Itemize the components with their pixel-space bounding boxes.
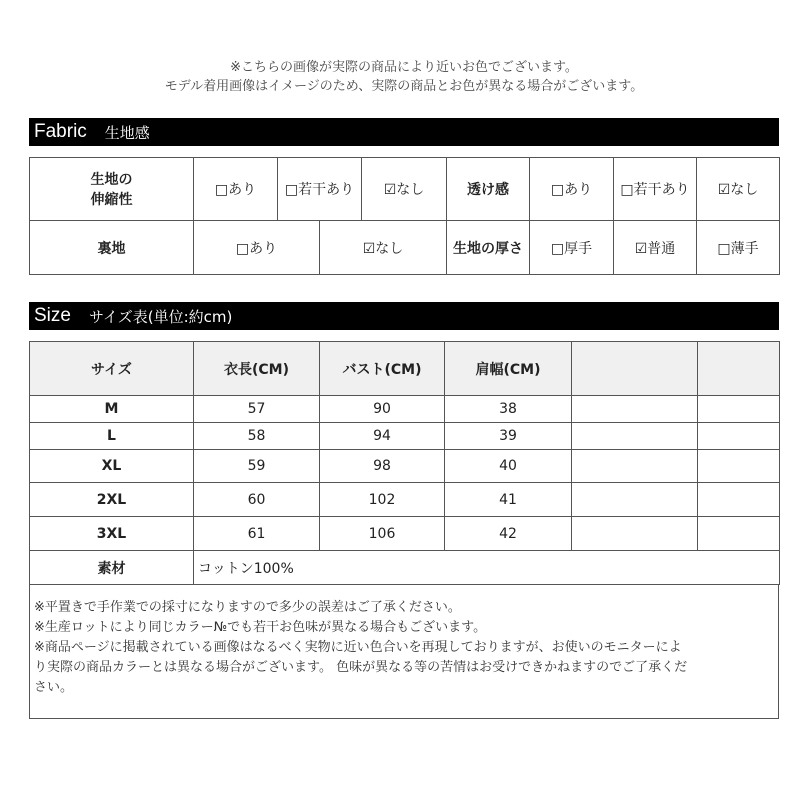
bust-cell: 90 [320, 396, 445, 423]
fabric-header-bar [29, 118, 779, 146]
empty-cell [572, 483, 698, 517]
length-cell: 58 [194, 423, 320, 450]
length-cell: 61 [194, 517, 320, 551]
table-row [30, 517, 780, 551]
stretch-opt-none: ☑なし [362, 158, 447, 221]
bust-cell: 98 [320, 450, 445, 483]
length-cell: 59 [194, 450, 320, 483]
notice-line-2: モデル着用画像はイメージのため、実際の商品とお色が異なる場合がございます。 [164, 79, 644, 94]
size-cell: M [30, 396, 194, 423]
size-cell: XL [30, 450, 194, 483]
length-cell: 60 [194, 483, 320, 517]
table-row [30, 423, 780, 450]
length-cell: 57 [194, 396, 320, 423]
lining-label: 裏地 [30, 221, 194, 275]
lining-opt-yes: □あり [194, 221, 320, 275]
shoulder-cell: 40 [445, 450, 572, 483]
shoulder-cell: 41 [445, 483, 572, 517]
lining-opt-none: ☑なし [320, 221, 447, 275]
empty-cell [698, 423, 780, 450]
note-line: さい。 [34, 680, 74, 695]
size-header-cell [698, 342, 780, 396]
size-header-cell: 肩幅(CM) [445, 342, 572, 396]
empty-cell [698, 517, 780, 551]
size-cell: 3XL [30, 517, 194, 551]
size-header-bar [29, 302, 779, 330]
material-row [30, 551, 780, 585]
table-row [30, 396, 780, 423]
size-header-cell [572, 342, 698, 396]
fabric-table [29, 157, 780, 275]
stretch-label: 生地の 伸縮性 [30, 158, 194, 221]
empty-cell [572, 450, 698, 483]
sheer-opt-none: ☑なし [697, 158, 780, 221]
empty-cell [698, 483, 780, 517]
bust-cell: 94 [320, 423, 445, 450]
shoulder-cell: 42 [445, 517, 572, 551]
note-line: り実際の商品カラーとは異なる場合がございます。 色味が異なる等の苦情はお受けできかねますのでご了承くだ [34, 660, 688, 675]
empty-cell [698, 450, 780, 483]
size-header-jp: サイズ表(単位:約cm) [88, 307, 233, 326]
fabric-header-en: Fabric [34, 121, 87, 142]
thickness-opt-thick: □厚手 [530, 221, 614, 275]
size-cell: 2XL [30, 483, 194, 517]
fabric-header-jp: 生地感 [104, 123, 150, 142]
thickness-opt-thin: □薄手 [697, 221, 780, 275]
notice [0, 58, 808, 96]
size-table [29, 341, 780, 585]
stretch-opt-slight: □若干あり [278, 158, 362, 221]
empty-cell [572, 396, 698, 423]
size-header-cell: 衣長(CM) [194, 342, 320, 396]
note-line: ※平置きで手作業での採寸になりますので多少の誤差はご了承ください。 [34, 600, 461, 615]
material-label: 素材 [30, 551, 194, 585]
thickness-opt-normal: ☑普通 [614, 221, 697, 275]
shoulder-cell: 38 [445, 396, 572, 423]
sheer-opt-slight: □若干あり [614, 158, 697, 221]
size-header-cell: バスト(CM) [320, 342, 445, 396]
sheer-label: 透け感 [447, 158, 530, 221]
size-cell: L [30, 423, 194, 450]
material-value: コットン100% [194, 551, 780, 585]
table-row [30, 483, 780, 517]
size-header-cell: サイズ [30, 342, 194, 396]
empty-cell [572, 517, 698, 551]
empty-cell [572, 423, 698, 450]
bust-cell: 106 [320, 517, 445, 551]
sheer-opt-yes: □あり [530, 158, 614, 221]
table-row [30, 450, 780, 483]
shoulder-cell: 39 [445, 423, 572, 450]
note-line: ※商品ページに掲載されている画像はなるべく実物に近い色合いを再現しておりますが、お使いのモニターによ [34, 640, 682, 655]
bust-cell: 102 [320, 483, 445, 517]
notice-line-1: ※こちらの画像が実際の商品により近いお色でございます。 [230, 60, 578, 75]
size-header-en: Size [34, 305, 71, 326]
empty-cell [698, 396, 780, 423]
thickness-label: 生地の厚さ [447, 221, 530, 275]
note-line: ※生産ロットにより同じカラー№でも若干お色味が異なる場合もございます。 [34, 620, 487, 635]
notes [29, 584, 779, 719]
stretch-opt-yes: □あり [194, 158, 278, 221]
